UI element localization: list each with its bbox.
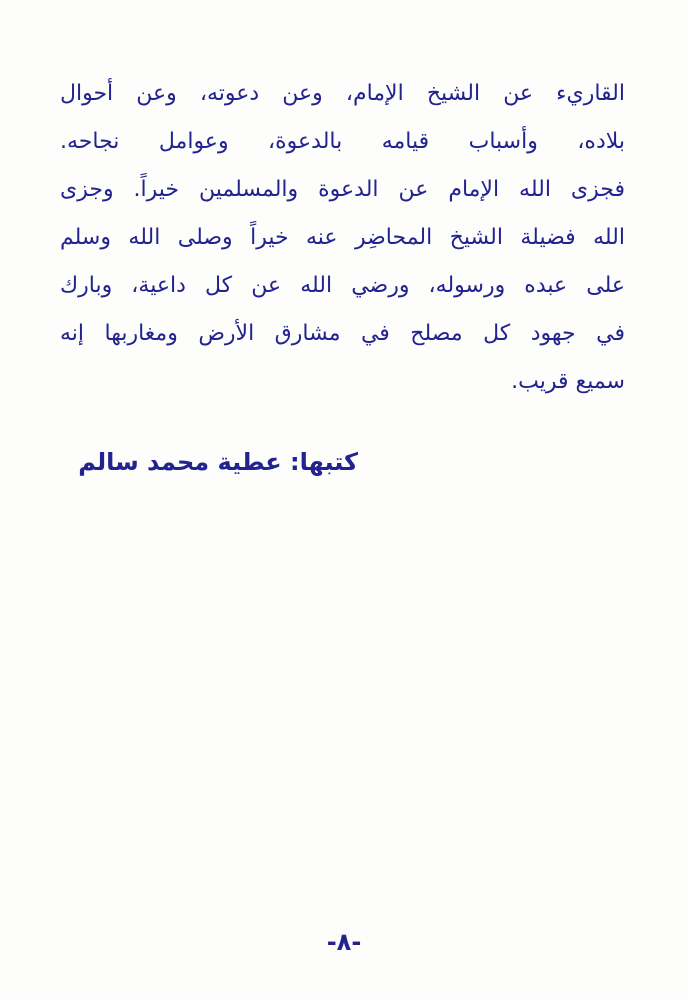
text-line: بلاده، وأسباب قيامه بالدعوة، وعوامل نجاحه. (60, 129, 625, 154)
text-line: سميع قريب. (511, 369, 625, 394)
text-line: فجزى الله الإمام عن الدعوة والمسلمين خيراً. وجزى (60, 177, 625, 202)
text-line: على عبده ورسوله، ورضي الله عن كل داعية، وبارك (60, 273, 625, 298)
page-number: -٨- (326, 928, 362, 956)
author-signature: كتبها: عطية محمد سالم (78, 448, 358, 476)
text-line: الله فضيلة الشيخ المحاضِر عنه خيراً وصلى الله وسلم (60, 225, 625, 250)
text-line: في جهود كل مصلح في مشارق الأرض ومغاربها إنه (60, 321, 625, 346)
body-paragraph (60, 70, 625, 406)
text-line: القاريء عن الشيخ الإمام، وعن دعوته، وعن أحوال (60, 81, 625, 106)
